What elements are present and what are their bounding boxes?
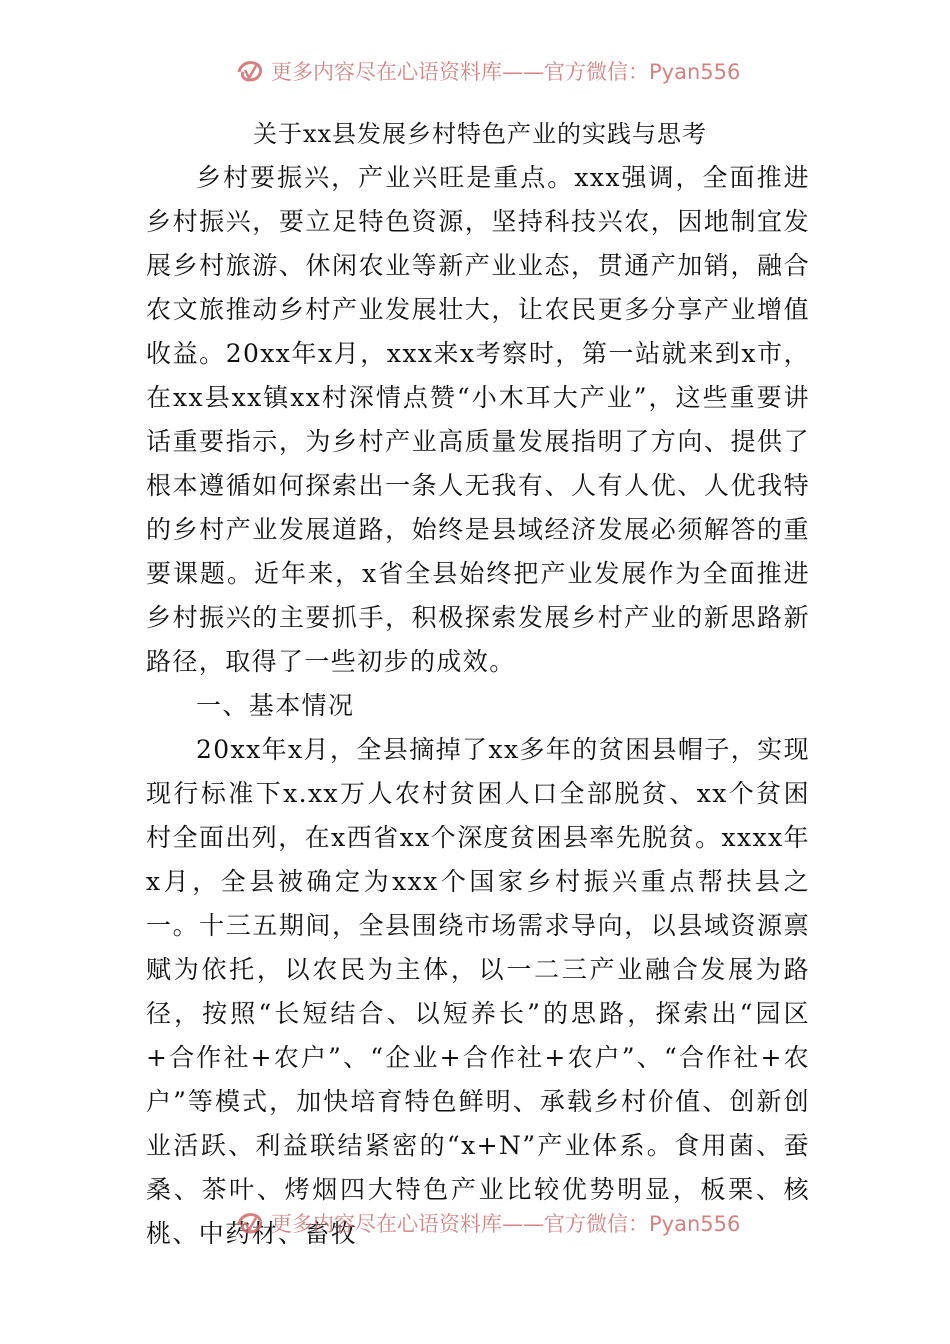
watermark-header — [235, 56, 741, 86]
watermark-logo-icon — [235, 1210, 265, 1236]
watermark-text: 更多内容尽在心语资料库——官方微信：Pyan556 — [271, 1212, 741, 1236]
document-title: 关于xx县发展乡村特色产业的实践与思考 — [252, 120, 708, 148]
document-body — [146, 112, 810, 1256]
paragraph-intro: 乡村要振兴，产业兴旺是重点。xxx强调，全面推进乡村振兴，要立足特色资源，坚持科技兴农，因地制宜发展乡村旅游、休闲农业等新产业业态，贯通产加销，融合农文旅推动乡村产业发展壮大，让农民更多分享产业增值收益。20xx年x月，xxx来x考察时，第一站就来到x市，在xx县xx镇xx村深情点赞“小木耳大产业”，这些重要讲话重要指示，为乡村产业高质量发展指明了方向、提供了根本遵循如何探索出一条人无我有、人有人优、人优我特的乡村产业发展道路，始终是县域经济发展必须解答的重要课题。近年来，x省全县始终把产业发展作为全面推进乡村振兴的主要抓手，积极探索发展乡村产业的新思路新路径，取得了一些初步的成效。 — [146, 163, 810, 676]
section-heading-basic-situation: 一、基本情况 — [196, 691, 355, 720]
watermark-text: 更多内容尽在心语资料库——官方微信：Pyan556 — [271, 60, 741, 84]
watermark-logo-icon — [235, 58, 265, 84]
paragraph-basic-situation: 20xx年x月，全县摘掉了xx多年的贫困县帽子，实现现行标准下x.xx万人农村贫困人口全部脱贫、xx个贫困村全面出列，在x西省xx个深度贫困县率先脱贫。xxxx年x月，全县被确定为xxx个国家乡村振兴重点帮扶县之一。十三五期间，全县围绕市场需求导向，以县域资源禀赋为依托，以农民为主体，以一二三产业融合发展为路径，按照“长短结合、以短养长”的思路，探索出“园区+合作社+农户”、“企业+合作社+农户”、“合作社+农户”等模式，加快培育特色鲜明、承载乡村价值、创新创业活跃、利益联结紧密的“x+N”产业体系。食用菌、蚕桑、茶叶、烤烟四大特色产业比较优势明显，板栗、核桃、中药材、畜牧 — [146, 735, 810, 1248]
watermark-footer — [235, 1208, 741, 1238]
